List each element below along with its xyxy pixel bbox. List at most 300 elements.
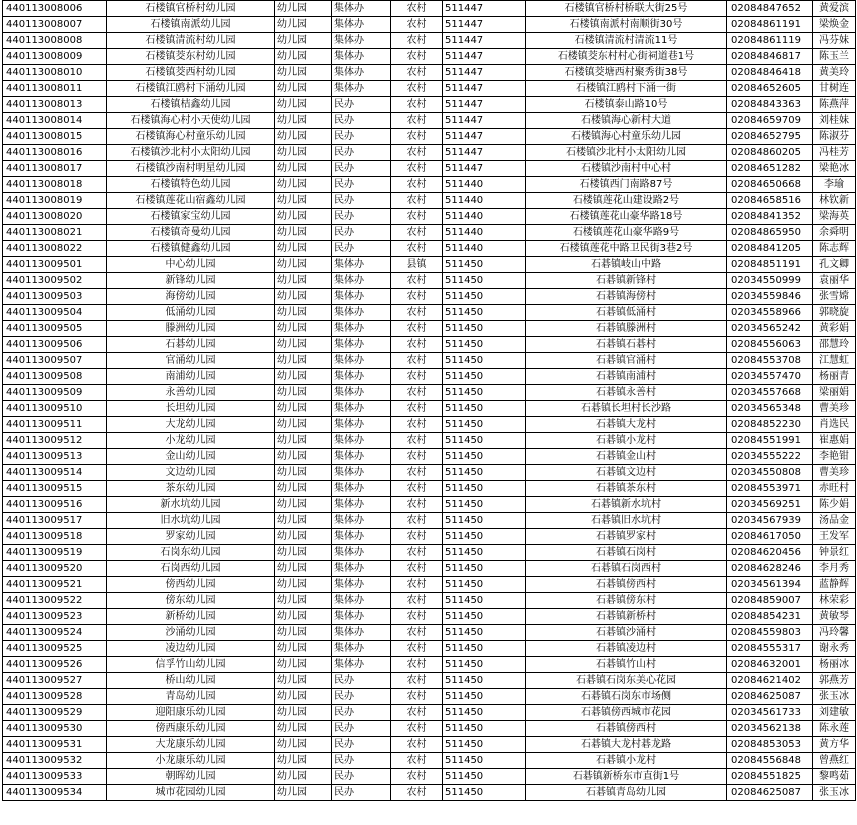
school-code-cell: 440113008014 (3, 113, 107, 129)
table-row (3, 321, 856, 337)
address-cell: 石楼镇泰山路10号 (526, 97, 727, 113)
ownership-cell: 集体办 (332, 321, 391, 337)
area-cell: 农村 (391, 401, 443, 417)
area-cell: 农村 (391, 17, 443, 33)
phone-cell: 02084652795 (727, 129, 813, 145)
phone-cell: 02084854231 (727, 609, 813, 625)
postcode-cell: 511450 (443, 417, 526, 433)
area-cell: 农村 (391, 113, 443, 129)
school-code-cell: 440113009527 (3, 673, 107, 689)
table-row (3, 17, 856, 33)
school-name-cell: 沙涌幼儿园 (107, 625, 275, 641)
table-row (3, 657, 856, 673)
area-cell: 农村 (391, 1, 443, 17)
school-name-cell: 石楼镇海心村小天使幼儿园 (107, 113, 275, 129)
school-type-cell: 幼儿园 (275, 337, 332, 353)
phone-cell: 02084625087 (727, 785, 813, 801)
address-cell: 石碁镇旧水坑村 (526, 513, 727, 529)
ownership-cell: 集体办 (332, 257, 391, 273)
ownership-cell: 集体办 (332, 417, 391, 433)
area-cell: 农村 (391, 225, 443, 241)
area-cell: 县镇 (391, 257, 443, 273)
school-type-cell: 幼儿园 (275, 577, 332, 593)
school-type-cell: 幼儿园 (275, 641, 332, 657)
postcode-cell: 511450 (443, 769, 526, 785)
area-cell: 农村 (391, 209, 443, 225)
area-cell: 农村 (391, 785, 443, 801)
school-code-cell: 440113009530 (3, 721, 107, 737)
postcode-cell: 511450 (443, 657, 526, 673)
address-cell: 石楼镇江鸥村下涌一街 (526, 81, 727, 97)
table-row (3, 497, 856, 513)
school-type-cell: 幼儿园 (275, 529, 332, 545)
school-type-cell: 幼儿园 (275, 753, 332, 769)
school-type-cell: 幼儿园 (275, 321, 332, 337)
area-cell: 农村 (391, 465, 443, 481)
phone-cell: 02084632001 (727, 657, 813, 673)
postcode-cell: 511450 (443, 401, 526, 417)
contact-cell: 梁艳冰 (813, 161, 856, 177)
school-name-cell: 永善幼儿园 (107, 385, 275, 401)
area-cell: 农村 (391, 65, 443, 81)
address-cell: 石碁镇金山村 (526, 449, 727, 465)
area-cell: 农村 (391, 273, 443, 289)
ownership-cell: 民办 (332, 225, 391, 241)
postcode-cell: 511450 (443, 289, 526, 305)
contact-cell: 林荣彩 (813, 593, 856, 609)
school-name-cell: 官涌幼儿园 (107, 353, 275, 369)
phone-cell: 02084553971 (727, 481, 813, 497)
table-row (3, 129, 856, 145)
school-code-cell: 440113008018 (3, 177, 107, 193)
table-row (3, 481, 856, 497)
area-cell: 农村 (391, 193, 443, 209)
address-cell: 石碁镇长坦村长沙路 (526, 401, 727, 417)
ownership-cell: 民办 (332, 209, 391, 225)
school-code-cell: 440113008007 (3, 17, 107, 33)
postcode-cell: 511447 (443, 145, 526, 161)
contact-cell: 杨丽青 (813, 369, 856, 385)
school-type-cell: 幼儿园 (275, 241, 332, 257)
address-cell: 石碁镇石岗东市场侧 (526, 689, 727, 705)
school-code-cell: 440113009511 (3, 417, 107, 433)
school-type-cell: 幼儿园 (275, 177, 332, 193)
area-cell: 农村 (391, 97, 443, 113)
phone-cell: 02034565348 (727, 401, 813, 417)
contact-cell: 余舜明 (813, 225, 856, 241)
ownership-cell: 民办 (332, 785, 391, 801)
address-cell: 石碁镇傍西城市花园 (526, 705, 727, 721)
contact-cell: 邵慧玲 (813, 337, 856, 353)
school-type-cell: 幼儿园 (275, 33, 332, 49)
postcode-cell: 511440 (443, 177, 526, 193)
contact-cell: 袁丽华 (813, 273, 856, 289)
table-row (3, 449, 856, 465)
ownership-cell: 集体办 (332, 545, 391, 561)
contact-cell: 黄方华 (813, 737, 856, 753)
school-code-cell: 440113009510 (3, 401, 107, 417)
ownership-cell: 集体办 (332, 625, 391, 641)
school-name-cell: 石楼镇南派幼儿园 (107, 17, 275, 33)
address-cell: 石碁镇新锋村 (526, 273, 727, 289)
postcode-cell: 511450 (443, 545, 526, 561)
school-code-cell: 440113008020 (3, 209, 107, 225)
school-name-cell: 长坦幼儿园 (107, 401, 275, 417)
area-cell: 农村 (391, 721, 443, 737)
postcode-cell: 511447 (443, 161, 526, 177)
ownership-cell: 民办 (332, 161, 391, 177)
ownership-cell: 民办 (332, 769, 391, 785)
area-cell: 农村 (391, 241, 443, 257)
school-name-cell: 小龙幼儿园 (107, 433, 275, 449)
address-cell: 石碁镇罗家村 (526, 529, 727, 545)
table-row (3, 561, 856, 577)
contact-cell: 郭晓旋 (813, 305, 856, 321)
school-type-cell: 幼儿园 (275, 513, 332, 529)
phone-cell: 02034562138 (727, 721, 813, 737)
school-code-cell: 440113009517 (3, 513, 107, 529)
contact-cell: 江慧虹 (813, 353, 856, 369)
school-code-cell: 440113009526 (3, 657, 107, 673)
school-type-cell: 幼儿园 (275, 433, 332, 449)
address-cell: 石碁镇石碁村 (526, 337, 727, 353)
contact-cell: 陈志辉 (813, 241, 856, 257)
phone-cell: 02084847652 (727, 1, 813, 17)
table-row (3, 49, 856, 65)
school-name-cell: 新锋幼儿园 (107, 273, 275, 289)
school-name-cell: 罗家幼儿园 (107, 529, 275, 545)
school-code-cell: 440113009521 (3, 577, 107, 593)
phone-cell: 02084860205 (727, 145, 813, 161)
school-name-cell: 信孚竹山幼儿园 (107, 657, 275, 673)
address-cell: 石楼镇沙北村小太阳幼儿园 (526, 145, 727, 161)
table-row (3, 545, 856, 561)
phone-cell: 02034557470 (727, 369, 813, 385)
area-cell: 农村 (391, 513, 443, 529)
school-type-cell: 幼儿园 (275, 769, 332, 785)
address-cell: 石碁镇永善村 (526, 385, 727, 401)
phone-cell: 02084621402 (727, 673, 813, 689)
ownership-cell: 集体办 (332, 657, 391, 673)
school-name-cell: 石楼镇江鸥村下涌幼儿园 (107, 81, 275, 97)
postcode-cell: 511450 (443, 673, 526, 689)
contact-cell: 梁丽娟 (813, 385, 856, 401)
contact-cell: 黄美玲 (813, 65, 856, 81)
phone-cell: 02084851191 (727, 257, 813, 273)
address-cell: 石碁镇大龙村碁龙路 (526, 737, 727, 753)
ownership-cell: 集体办 (332, 609, 391, 625)
phone-cell: 02084625087 (727, 689, 813, 705)
table-row (3, 401, 856, 417)
postcode-cell: 511450 (443, 369, 526, 385)
ownership-cell: 民办 (332, 193, 391, 209)
area-cell: 农村 (391, 481, 443, 497)
ownership-cell: 民办 (332, 689, 391, 705)
area-cell: 农村 (391, 177, 443, 193)
contact-cell: 曹美珍 (813, 465, 856, 481)
address-cell: 石碁镇傍西村 (526, 721, 727, 737)
area-cell: 农村 (391, 369, 443, 385)
table-row (3, 641, 856, 657)
school-type-cell: 幼儿园 (275, 625, 332, 641)
postcode-cell: 511450 (443, 449, 526, 465)
table-row (3, 737, 856, 753)
phone-cell: 02034561394 (727, 577, 813, 593)
address-cell: 石楼镇西门南路87号 (526, 177, 727, 193)
address-cell: 石楼镇沙南村中心村 (526, 161, 727, 177)
school-code-cell: 440113009520 (3, 561, 107, 577)
contact-cell: 梁焕金 (813, 17, 856, 33)
postcode-cell: 511440 (443, 225, 526, 241)
table-row (3, 81, 856, 97)
area-cell: 农村 (391, 289, 443, 305)
address-cell: 石楼镇清流村清流11号 (526, 33, 727, 49)
school-code-cell: 440113009513 (3, 449, 107, 465)
contact-cell: 汤品金 (813, 513, 856, 529)
address-cell: 石碁镇石岗东美心花园 (526, 673, 727, 689)
address-cell: 石碁镇石岗村 (526, 545, 727, 561)
school-code-cell: 440113009534 (3, 785, 107, 801)
school-type-cell: 幼儿园 (275, 417, 332, 433)
postcode-cell: 511440 (443, 193, 526, 209)
table-row (3, 209, 856, 225)
table-row (3, 353, 856, 369)
school-type-cell: 幼儿园 (275, 657, 332, 673)
contact-cell: 黄爱滨 (813, 1, 856, 17)
postcode-cell: 511447 (443, 33, 526, 49)
address-cell: 石碁镇新桥东市直街1号 (526, 769, 727, 785)
area-cell: 农村 (391, 641, 443, 657)
school-name-cell: 大龙幼儿园 (107, 417, 275, 433)
contact-cell: 曹美珍 (813, 401, 856, 417)
contact-cell: 孔文卿 (813, 257, 856, 273)
table-row (3, 273, 856, 289)
area-cell: 农村 (391, 657, 443, 673)
address-cell: 石楼镇莲花山豪华路9号 (526, 225, 727, 241)
school-name-cell: 低涌幼儿园 (107, 305, 275, 321)
school-type-cell: 幼儿园 (275, 737, 332, 753)
address-cell: 石楼镇茭东村村心街祠道巷1号 (526, 49, 727, 65)
ownership-cell: 民办 (332, 113, 391, 129)
table-body (3, 1, 856, 801)
school-type-cell: 幼儿园 (275, 785, 332, 801)
ownership-cell: 民办 (332, 145, 391, 161)
school-name-cell: 傍东幼儿园 (107, 593, 275, 609)
ownership-cell: 集体办 (332, 353, 391, 369)
school-type-cell: 幼儿园 (275, 273, 332, 289)
address-cell: 石碁镇南浦村 (526, 369, 727, 385)
address-cell: 石楼镇南派村南顺街30号 (526, 17, 727, 33)
postcode-cell: 511450 (443, 529, 526, 545)
area-cell: 农村 (391, 305, 443, 321)
school-type-cell: 幼儿园 (275, 1, 332, 17)
school-name-cell: 桥山幼儿园 (107, 673, 275, 689)
school-type-cell: 幼儿园 (275, 449, 332, 465)
postcode-cell: 511450 (443, 433, 526, 449)
ownership-cell: 集体办 (332, 65, 391, 81)
school-name-cell: 中心幼儿园 (107, 257, 275, 273)
ownership-cell: 集体办 (332, 641, 391, 657)
ownership-cell: 集体办 (332, 401, 391, 417)
table-row (3, 305, 856, 321)
ownership-cell: 集体办 (332, 593, 391, 609)
ownership-cell: 集体办 (332, 369, 391, 385)
contact-cell: 郭燕芳 (813, 673, 856, 689)
postcode-cell: 511440 (443, 241, 526, 257)
postcode-cell: 511450 (443, 577, 526, 593)
area-cell: 农村 (391, 433, 443, 449)
table-row (3, 577, 856, 593)
table-row (3, 289, 856, 305)
address-cell: 石碁镇官涌村 (526, 353, 727, 369)
area-cell: 农村 (391, 753, 443, 769)
contact-cell: 刘桂妹 (813, 113, 856, 129)
school-code-cell: 440113009505 (3, 321, 107, 337)
school-type-cell: 幼儿园 (275, 161, 332, 177)
school-name-cell: 海傍幼儿园 (107, 289, 275, 305)
contact-cell: 张雪嫦 (813, 289, 856, 305)
school-type-cell: 幼儿园 (275, 145, 332, 161)
table-row (3, 241, 856, 257)
postcode-cell: 511450 (443, 609, 526, 625)
school-name-cell: 青岛幼儿园 (107, 689, 275, 705)
table-row (3, 113, 856, 129)
contact-cell: 梁海英 (813, 209, 856, 225)
school-code-cell: 440113009518 (3, 529, 107, 545)
contact-cell: 李月秀 (813, 561, 856, 577)
area-cell: 农村 (391, 577, 443, 593)
table-row (3, 529, 856, 545)
ownership-cell: 民办 (332, 129, 391, 145)
area-cell: 农村 (391, 609, 443, 625)
area-cell: 农村 (391, 417, 443, 433)
postcode-cell: 511450 (443, 753, 526, 769)
table-row (3, 337, 856, 353)
school-code-cell: 440113009508 (3, 369, 107, 385)
table-row (3, 593, 856, 609)
table-row (3, 225, 856, 241)
postcode-cell: 511450 (443, 385, 526, 401)
phone-cell: 02034550999 (727, 273, 813, 289)
postcode-cell: 511450 (443, 689, 526, 705)
area-cell: 农村 (391, 737, 443, 753)
area-cell: 农村 (391, 529, 443, 545)
school-code-cell: 440113009516 (3, 497, 107, 513)
contact-cell: 钟景红 (813, 545, 856, 561)
contact-cell: 刘建敏 (813, 705, 856, 721)
area-cell: 农村 (391, 497, 443, 513)
postcode-cell: 511450 (443, 705, 526, 721)
school-name-cell: 小龙康乐幼儿园 (107, 753, 275, 769)
postcode-cell: 511447 (443, 129, 526, 145)
area-cell: 农村 (391, 769, 443, 785)
postcode-cell: 511450 (443, 353, 526, 369)
school-code-cell: 440113009533 (3, 769, 107, 785)
phone-cell: 02084846817 (727, 49, 813, 65)
contact-cell: 肖选民 (813, 417, 856, 433)
address-cell: 石碁镇竹山村 (526, 657, 727, 673)
contact-cell: 陈燕萍 (813, 97, 856, 113)
table-row (3, 97, 856, 113)
address-cell: 石楼镇茭塘西村聚秀街38号 (526, 65, 727, 81)
school-name-cell: 石楼镇海心村童乐幼儿园 (107, 129, 275, 145)
school-code-cell: 440113009523 (3, 609, 107, 625)
table-row (3, 257, 856, 273)
table-row (3, 145, 856, 161)
school-type-cell: 幼儿园 (275, 465, 332, 481)
table-row (3, 177, 856, 193)
school-code-cell: 440113008015 (3, 129, 107, 145)
school-name-cell: 石楼镇沙北村小太阳幼儿园 (107, 145, 275, 161)
school-name-cell: 石碁幼儿园 (107, 337, 275, 353)
phone-cell: 02084551825 (727, 769, 813, 785)
phone-cell: 02084841352 (727, 209, 813, 225)
area-cell: 农村 (391, 625, 443, 641)
school-type-cell: 幼儿园 (275, 65, 332, 81)
school-name-cell: 石楼镇茭西村幼儿园 (107, 65, 275, 81)
table-row (3, 753, 856, 769)
ownership-cell: 民办 (332, 673, 391, 689)
postcode-cell: 511450 (443, 513, 526, 529)
phone-cell: 02084859007 (727, 593, 813, 609)
school-code-cell: 440113009503 (3, 289, 107, 305)
phone-cell: 02084659709 (727, 113, 813, 129)
postcode-cell: 511450 (443, 273, 526, 289)
table-row (3, 513, 856, 529)
phone-cell: 02084652605 (727, 81, 813, 97)
postcode-cell: 511450 (443, 737, 526, 753)
school-code-cell: 440113008017 (3, 161, 107, 177)
area-cell: 农村 (391, 449, 443, 465)
address-cell: 石碁镇低涌村 (526, 305, 727, 321)
address-cell: 石碁镇青岛幼儿园 (526, 785, 727, 801)
school-code-cell: 440113009524 (3, 625, 107, 641)
postcode-cell: 511447 (443, 81, 526, 97)
postcode-cell: 511450 (443, 721, 526, 737)
contact-cell: 李艳钳 (813, 449, 856, 465)
ownership-cell: 民办 (332, 241, 391, 257)
table-row (3, 65, 856, 81)
area-cell: 农村 (391, 321, 443, 337)
school-code-cell: 440113009529 (3, 705, 107, 721)
area-cell: 农村 (391, 385, 443, 401)
ownership-cell: 民办 (332, 737, 391, 753)
school-name-cell: 傍西幼儿园 (107, 577, 275, 593)
phone-cell: 02034569251 (727, 497, 813, 513)
phone-cell: 02084861191 (727, 17, 813, 33)
area-cell: 农村 (391, 145, 443, 161)
school-type-cell: 幼儿园 (275, 17, 332, 33)
school-type-cell: 幼儿园 (275, 401, 332, 417)
contact-cell: 陈淑芬 (813, 129, 856, 145)
ownership-cell: 集体办 (332, 433, 391, 449)
table-row (3, 705, 856, 721)
ownership-cell: 民办 (332, 721, 391, 737)
area-cell: 农村 (391, 545, 443, 561)
contact-cell: 张玉冰 (813, 785, 856, 801)
address-cell: 石碁镇凌边村 (526, 641, 727, 657)
school-code-cell: 440113008008 (3, 33, 107, 49)
table-row (3, 673, 856, 689)
school-name-cell: 滕洲幼儿园 (107, 321, 275, 337)
school-code-cell: 440113009501 (3, 257, 107, 273)
ownership-cell: 集体办 (332, 81, 391, 97)
school-code-cell: 440113008009 (3, 49, 107, 65)
phone-cell: 02084556063 (727, 337, 813, 353)
ownership-cell: 集体办 (332, 49, 391, 65)
phone-cell: 02084852230 (727, 417, 813, 433)
address-cell: 石碁镇沙涌村 (526, 625, 727, 641)
